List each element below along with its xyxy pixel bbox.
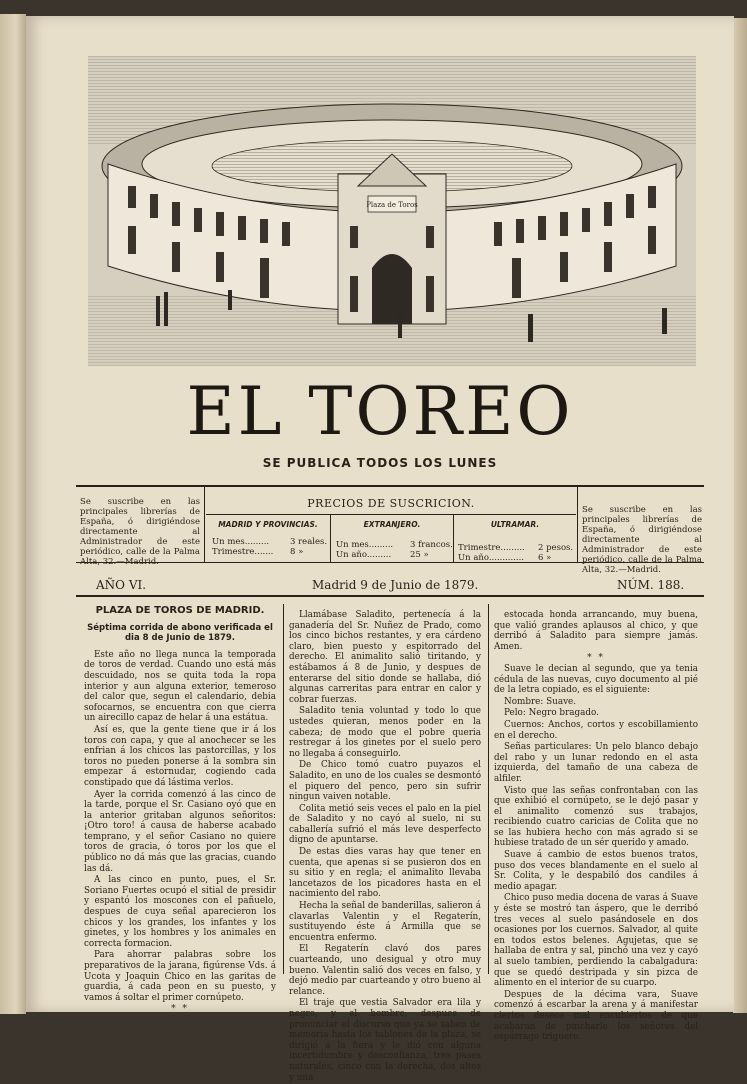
arena-sign: Plaza de Toros bbox=[366, 201, 418, 209]
price-value: 25 » bbox=[410, 550, 429, 560]
paragraph: Cuernos: Anchos, cortos y escobillamiento en el derecho. bbox=[494, 719, 698, 741]
paragraph: A las cinco en punto, pues, el Sr. Soriano Fuertes ocupó el sitial de presidir y espantó los moscones con el pañuelo, despues de cuya señal aparecieron los chicos y los grandes, los infantes y los ginetes, y los hombres y los animales en correcta formacion. bbox=[84, 875, 276, 949]
paragraph: De estas dies varas hay que tener en cuenta, que apenas si se pusieron dos en su sitio y en regla; el animalito llevaba lancetazos de los picadores hasta en el nacimiento del rabo. bbox=[289, 847, 481, 900]
article-subheading: Séptima corrida de abono verificada el dia 8 de Junio de 1879. bbox=[87, 622, 273, 644]
paragraph: De Chico tomó cuatro puyazos el Saladito, en uno de los cuales se desmontó el piquero del penco, pero sin sufrir ningun vaiven notable. bbox=[289, 760, 481, 803]
zone-extranjero: EXTRANJERO. bbox=[363, 520, 421, 529]
paragraph: Este año no llega nunca la temporada de toros de verdad. Cuando uno está más descuidado, nos se quita toda la ropa interior y aun alguna exterior, temeroso del calor que, segun el calendario, debia sofocarnos, se encuentra con que cierra un airecillo capaz de helar á una estátua. bbox=[84, 649, 276, 724]
price-label: Un año............. bbox=[458, 553, 524, 563]
zone-ultramar: ULTRAMAR. bbox=[490, 520, 540, 529]
paragraph: Chico puso media docena de varas á Suave y éste se mostró tan áspero, que le derribó tres veces al suelo pasándosele en dos ocasiones por los cuernos. Salvador, al quite en todos estos belenes. Agujetas, que se hallaba de entra y sal, pinchó una vez y cayó al suelo tambien, perdiendo la cabalgadura: que se quedó destripada y sin pizca de alimento en el interior de su cuarpo. bbox=[494, 893, 698, 989]
subscription-note-right: Se suscribe en las principales librerías de España, ó dirigiéndose directamente al Administrador de este periódico, calle de la Palma Alta, 32.—Madrid. bbox=[582, 505, 702, 575]
price-label: Un año......... bbox=[336, 550, 392, 560]
section-asterism: * * bbox=[171, 1004, 189, 1015]
price-label: Un mes......... bbox=[212, 537, 270, 547]
issue-year: AÑO VI. bbox=[96, 578, 147, 592]
prices-title-rule bbox=[206, 514, 576, 515]
bullring-engraving bbox=[88, 56, 696, 366]
price-value: 3 francos. bbox=[410, 540, 453, 550]
paragraph: Señas particulares: Un pelo blanco debajo del rabo y un lunar redondo en el asta izquierda, del tamaño de una cabeza de alfiler. bbox=[494, 742, 698, 784]
issue-date: Madrid 9 de Junio de 1879. bbox=[312, 578, 479, 592]
paragraph: Llamábase Saladito, pertenecía á la ganadería del Sr. Nuñez de Prado, como los cinco bichos restantes, y era cárdeno claro, bien puesto y espitorrado del derecho. El animalito salió tiritando, y estábamos á 8 de Junio, y despues de enterarse del sitio donde se hallaba, dió algunas carreritas para entrar en calor y cobrar fuerzas. bbox=[289, 610, 481, 705]
article-heading: PLAZA DE TOROS DE MADRID. bbox=[95, 605, 265, 616]
paragraph: El traje que vestia Salvador era lila y negro, y el hombre, despues de pronunciar el discurso que ya se saben de memoria hasta los tablones de la plaza, se dirigió á la fiera y le dió con alguna incertidumbre y desconfianza, tres pases naturales, cinco con la derecha, dos altos y una bbox=[289, 998, 481, 1083]
section-asterism: * * bbox=[587, 653, 605, 664]
paragraph: Nombre: Suave. bbox=[504, 696, 577, 707]
price-value: 8 » bbox=[290, 547, 304, 557]
price-value: 6 » bbox=[538, 553, 552, 563]
prices-title: PRECIOS DE SUSCRICION. bbox=[307, 497, 475, 510]
article-column-1 bbox=[84, 606, 276, 1015]
top-rule bbox=[76, 485, 704, 487]
column-divider-2 bbox=[488, 604, 489, 974]
price-label: Trimestre....... bbox=[212, 547, 274, 557]
paragraph: Colita metió seis veces el palo en la piel de Saladito y no cayó al suelo, ni su caballería sufrió el más leve desperfecto digno de apuntarse. bbox=[289, 803, 481, 846]
paragraph: Suave le decian al segundo, que ya tenia cédula de las nuevas, cuyo documento al pié de la letra copiado, es el siguiente: bbox=[494, 663, 698, 696]
paragraph: Ayer la corrida comenzó á las cinco de la tarde, porque el Sr. Casiano oyó que en la anterior gritaban algunos señoritos: ¡Otro toro! á causa de haberse acabado temprano, y el señor Casiano no quiere toros de gracia, ó toros por los que el público no dá más que las gracias, cuando las dá. bbox=[84, 789, 276, 874]
price-value: 3 reales. bbox=[290, 537, 328, 547]
subscription-note-left: Se suscribe en las principales librerías de España, ó dirigiéndose directamente al Administrador de este periódico, calle de la Palma Alta, 32.—Madrid. bbox=[80, 497, 200, 567]
newspaper-title: EL TOREO bbox=[186, 373, 574, 450]
article-column-2 bbox=[289, 610, 481, 1084]
paragraph: Suave á cambio de estos buenos tratos, puso dos veces blandamente en el suelo al Sr. Colita, y le despabiló dos candiles á medio apagar. bbox=[494, 850, 698, 892]
price-label: Trimestre......... bbox=[458, 543, 525, 553]
price-label: Un mes......... bbox=[336, 540, 394, 550]
paragraph: Saladito tenia voluntad y todo lo que ustedes quieran, menos poder en la cabeza; de modo que el pobre queria restregar á los ginetes por el suelo pero no llegaba á conseguirlo. bbox=[289, 706, 481, 759]
left-page-edge bbox=[0, 14, 26, 1014]
paragraph: El Regaterín clavó dos pares cuarteando, uno desigual y otro muy bueno. Valentin salió dos veces en falso, y dejó medio par cuarteando y otro bueno al relance. bbox=[289, 944, 481, 997]
subscription-divider-right bbox=[577, 487, 578, 562]
paragraph: Visto que las señas confrontaban con las que exhibió el cornúpeto, se le dejó pasar y el animalito comenzó sus trabajos, recibiendo cuatro caricias de Colita que no se las hubiera hecho con más agrado si se hubiese tratado de un sér querido y amado. bbox=[494, 785, 698, 849]
paragraph: Despues de la décima vara, Suave comenzó á escarbar la arena y á manifestar ciertos deseos mal encubiertos de que acabaran de pincharle los señores del espárrago triguero. bbox=[494, 989, 698, 1043]
publication-tagline: SE PUBLICA TODOS LOS LUNES bbox=[262, 456, 498, 470]
column-divider-1 bbox=[283, 604, 284, 974]
issue-number: NÚM. 188. bbox=[617, 578, 685, 592]
right-page-edge bbox=[733, 18, 747, 1013]
price-value: 2 pesos. bbox=[538, 543, 574, 553]
article-column-3 bbox=[494, 610, 698, 1044]
zone-madrid: MADRID Y PROVINCIAS. bbox=[218, 520, 318, 529]
paragraph: Para ahorrar palabras sobre los preparativos de la jarana, figúrense Vds. á Ucota y Joaquin Chico en las garitas de guardia, á cada peon en su puesto, y vamos á soltar el primer cornúpeto. bbox=[84, 950, 276, 1003]
subscription-divider-left bbox=[204, 487, 205, 562]
paragraph: Hecha la señal de banderillas, salieron á clavarlas Valentin y el Regaterín, sustituyendo éste á Armilla que se encuentra enfermo. bbox=[289, 901, 481, 943]
paragraph: estocada honda arrancando, muy buena, que valió grandes aplausos al chico, y que derribó á Saladito para siempre jamás. Amen. bbox=[494, 610, 698, 652]
issue-bottom-rule bbox=[76, 595, 704, 597]
paragraph: Pelo: Negro bragado. bbox=[504, 708, 599, 719]
paragraph: Así es, que la gente tiene que ir á los toros con capa, y que al anochecer se les enfrian á los chicos las pastorcillas, y los toros no pueden ponerse á la sombra sin empezar á estornudar, cogiendo cada constipado que dá lástima verlos. bbox=[84, 724, 276, 788]
